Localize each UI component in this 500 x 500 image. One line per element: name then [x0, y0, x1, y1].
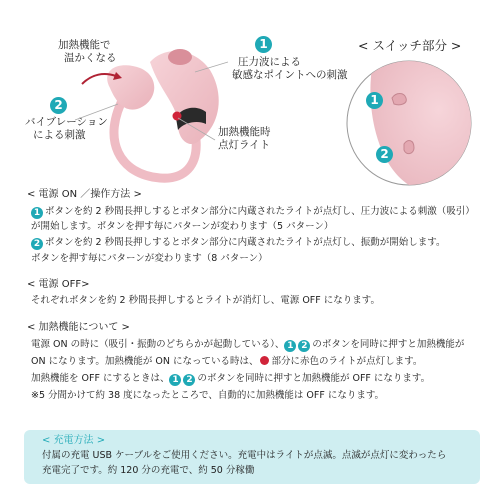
- switch-closeup: [334, 58, 484, 188]
- power-line-1a: 1 ボタンを約 2 秒間長押しするとボタン部分に内蔵されたライトが点灯し、圧力波による刺激（吸引）: [31, 205, 475, 219]
- heating-line-2: ON になります。加熱機能が ON になっている時は、 部分に赤色のライトが点灯します。: [31, 356, 423, 367]
- charging-line-2: 充電完了です。約 120 分の充電で、約 50 分稼働: [42, 465, 255, 476]
- callout-number-2: 2: [50, 97, 67, 114]
- switch-number-2: 2: [376, 146, 393, 163]
- charging-line-1: 付属の充電 USB ケーブルをご使用ください。充電中はライトが点滅。点滅が点灯に変わったら: [42, 450, 447, 461]
- switch-title: < スイッチ部分 >: [358, 38, 462, 53]
- label-heating-light: 加熱機能時 点灯ライト: [218, 126, 271, 151]
- heating-line-4: ※5 分間かけて約 38 度になったところで、自動的に加熱機能は OFF になります。: [31, 390, 385, 401]
- switch-number-1: 1: [366, 92, 383, 109]
- heating-line-1: 電源 ON の時に（吸引・振動のどちらかが起動している）、 1 2 のボタンを同時に押すと加熱機能が: [31, 339, 465, 351]
- power-on-title: < 電源 ON ／操作方法 >: [27, 189, 142, 200]
- label-pressure-wave: 圧力波による 敏感なポイントへの刺激: [232, 56, 348, 81]
- charging-title: < 充電方法 >: [42, 435, 106, 446]
- heating-title: < 加熱機能について >: [27, 322, 130, 333]
- power-line-2a: 2 ボタンを約 2 秒間長押しするとボタン部分に内蔵されたライトが点灯し、振動が開始します。: [31, 236, 446, 250]
- pressure-button-icon: [392, 94, 406, 105]
- power-line-1b: が開始します。ボタンを押す毎にパターンが変わります（5 パターン）: [31, 221, 334, 232]
- label-vibration: バイブレーション による刺激: [25, 116, 108, 141]
- red-light-icon: [260, 356, 269, 365]
- product-illustration: [0, 0, 330, 190]
- device-main-body: [150, 51, 219, 144]
- vibration-button-icon: [404, 141, 414, 154]
- heating-line-3: 加熱機能を OFF にするときは、 1 2 のボタンを同時に押すと加熱機能が OFF になります。: [31, 373, 431, 385]
- device-nozzle: [168, 49, 192, 65]
- callout-number-1: 1: [255, 36, 272, 53]
- power-off-line: それぞれボタンを約 2 秒間長押しするとライトが消灯し、電源 OFF になります。: [31, 295, 380, 306]
- power-line-2b: ボタンを押す毎にパターンが変わります（8 パターン）: [31, 253, 268, 264]
- device-vibration-bulb: [107, 65, 154, 109]
- power-off-title: < 電源 OFF>: [27, 279, 90, 290]
- label-heating: 加熱機能で 温かくなる: [58, 39, 117, 64]
